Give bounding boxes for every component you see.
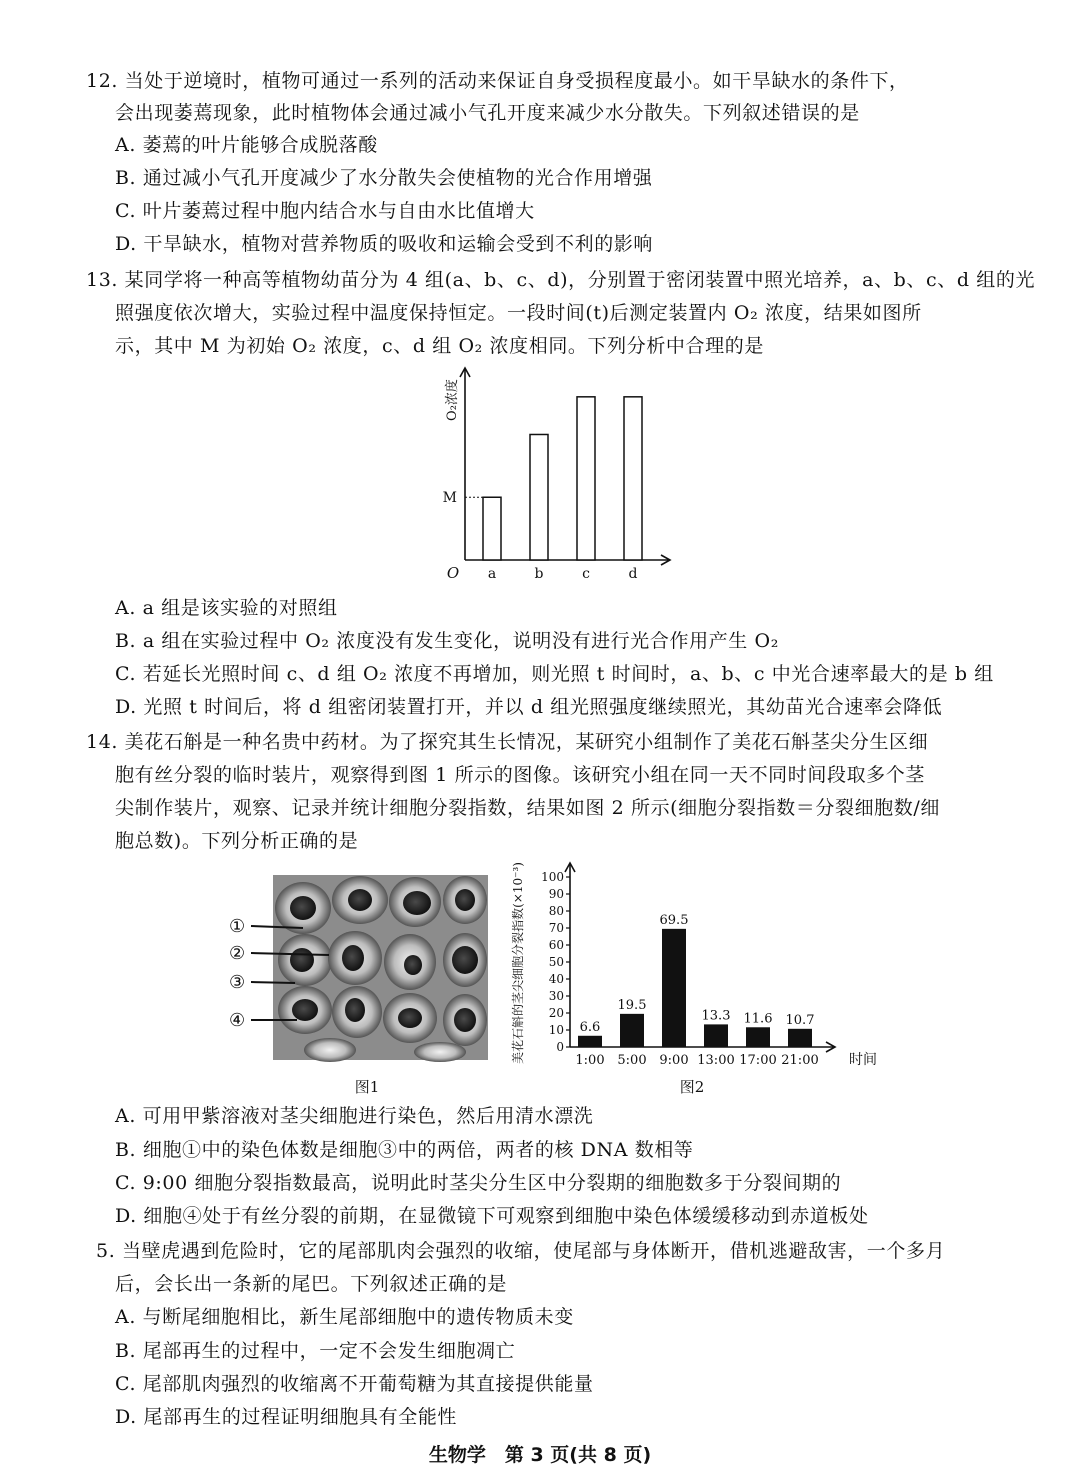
chart14-ytick-label-50: 50 bbox=[548, 955, 564, 969]
page-footer: 生物学 第 3 页(共 8 页) bbox=[428, 1444, 652, 1466]
chart14-ytick-label-100: 100 bbox=[541, 870, 564, 884]
q15-stem-line1: 5. 当壁虎遇到危险时，它的尾部肌肉会强烈的收缩，使尾部与身体断开，借机逃避敌害，一个多月 bbox=[96, 1240, 946, 1262]
q13-stem-line3: 示，其中 M 为初始 O₂ 浓度，c、d 组 O₂ 浓度相同。下列分析中合理的是 bbox=[115, 335, 764, 357]
chart14-bar-2 bbox=[662, 929, 686, 1047]
q14-option-a: A. 可用甲紫溶液对茎尖细胞进行染色，然后用清水漂洗 bbox=[115, 1105, 594, 1127]
figure2-caption: 图2 bbox=[679, 1078, 705, 1096]
chart13-bar-a bbox=[483, 497, 501, 560]
chart14-ytick-label-90: 90 bbox=[548, 887, 564, 901]
chart14-value-label-4: 11.6 bbox=[743, 1011, 773, 1027]
chart14-ytick-label-40: 40 bbox=[548, 972, 564, 986]
q12-option-b: B. 通过减小气孔开度减少了水分散失会使植物的光合作用增强 bbox=[115, 167, 653, 189]
marker-4: ④ bbox=[229, 1010, 246, 1031]
q14-stem-line3: 尖制作装片，观察、记录并统计细胞分裂指数，结果如图 2 所示(细胞分裂指数＝分裂细胞数/细 bbox=[115, 797, 940, 819]
chart13-tick-c: c bbox=[582, 566, 590, 582]
q13-stem-line1: 13. 某同学将一种高等植物幼苗分为 4 组(a、b、c、d)，分别置于密闭装置中照光培养，a、b、c、d 组的光 bbox=[86, 269, 1036, 291]
chart14-bar-0 bbox=[578, 1036, 602, 1047]
q13-option-d: D. 光照 t 时间后，将 d 组密闭装置打开，并以 d 组光照强度继续照光，其幼苗光合速率会降低 bbox=[115, 696, 943, 718]
q12-option-d: D. 干旱缺水，植物对营养物质的吸收和运输会受到不利的影响 bbox=[115, 233, 654, 255]
q14-stem-line1: 14. 美花石斛是一种名贵中药材。为了探究其生长情况，某研究小组制作了美花石斛茎尖分生区细 bbox=[86, 731, 929, 753]
chart13-m-label: M bbox=[442, 490, 457, 507]
q15-option-d: D. 尾部再生的过程证明细胞具有全能性 bbox=[115, 1406, 458, 1428]
chart14-value-label-5: 10.7 bbox=[785, 1012, 815, 1028]
chart14-ytick-label-30: 30 bbox=[548, 989, 564, 1003]
figure1-caption: 图1 bbox=[354, 1078, 380, 1096]
q15-stem-line2: 后，会长出一条新的尾巴。下列叙述正确的是 bbox=[115, 1273, 508, 1295]
chart14-value-label-0: 6.6 bbox=[579, 1019, 601, 1035]
q13-stem-line2: 照强度依次增大，实验过程中温度保持恒定。一段时间(t)后测定装置内 O₂ 浓度，结果如图所 bbox=[115, 302, 922, 324]
chart13-origin-label: O bbox=[446, 564, 460, 582]
chart14-ytick-label-10: 10 bbox=[548, 1023, 564, 1037]
q13-option-b: B. a 组在实验过程中 O₂ 浓度没有发生变化，说明没有进行光合作用产生 O₂ bbox=[115, 630, 779, 652]
q15-option-a: A. 与断尾细胞相比，新生尾部细胞中的遗传物质未变 bbox=[115, 1306, 574, 1328]
chart14-xtick-2: 9:00 bbox=[659, 1053, 689, 1068]
chart13-bar-d bbox=[624, 397, 642, 560]
division-index-bar-chart bbox=[500, 855, 900, 1100]
chart14-y-label: 美花石斛的茎尖细胞分裂指数(×10⁻³) bbox=[511, 862, 525, 1064]
q14-option-b: B. 细胞①中的染色体数是细胞③中的两倍，两者的核 DNA 数相等 bbox=[115, 1139, 694, 1161]
q15-option-c: C. 尾部肌肉强烈的收缩离不开葡萄糖为其直接提供能量 bbox=[115, 1373, 594, 1395]
q12-stem-line2: 会出现萎蔫现象，此时植物体会通过减小气孔开度来减少水分散失。下列叙述错误的是 bbox=[115, 102, 860, 124]
q13-option-c: C. 若延长光照时间 c、d 组 O₂ 浓度不再增加，则光照 t 时间时，a、b、c 中光合速率最大的是 b 组 bbox=[115, 663, 994, 685]
chart14-bar-1 bbox=[620, 1014, 644, 1047]
marker-1: ① bbox=[229, 916, 246, 937]
chart14-xtick-3: 13:00 bbox=[697, 1053, 735, 1068]
chart14-xtick-4: 17:00 bbox=[739, 1053, 777, 1068]
chart13-bar-c bbox=[577, 397, 595, 560]
chart13-bars bbox=[483, 397, 642, 560]
mitosis-micrograph-figure bbox=[225, 870, 495, 1100]
q14-option-d: D. 细胞④处于有丝分裂的前期，在显微镜下可观察到细胞中染色体缓缓移动到赤道板处 bbox=[115, 1205, 869, 1227]
q14-stem-line4: 胞总数)。下列分析正确的是 bbox=[115, 830, 359, 852]
chart14-xtick-0: 1:00 bbox=[575, 1053, 605, 1068]
chart14-value-label-2: 69.5 bbox=[659, 912, 689, 928]
chart13-bar-b bbox=[530, 434, 548, 560]
o2-concentration-bar-chart bbox=[430, 360, 680, 590]
chart14-bar-4 bbox=[746, 1027, 770, 1047]
chart14-ytick-label-70: 70 bbox=[548, 921, 564, 935]
chart13-tick-a: a bbox=[487, 566, 497, 582]
chart14-ytick-label-80: 80 bbox=[548, 904, 564, 918]
q14-option-c: C. 9:00 细胞分裂指数最高，说明此时茎尖分生区中分裂期的细胞数多于分裂间期的 bbox=[115, 1172, 842, 1194]
marker-2: ② bbox=[229, 943, 246, 964]
chart13-tick-b: b bbox=[534, 566, 544, 582]
chart14-bar-5 bbox=[788, 1029, 812, 1047]
q12-option-c: C. 叶片萎蔫过程中胞内结合水与自由水比值增大 bbox=[115, 200, 535, 222]
q13-option-a: A. a 组是该实验的对照组 bbox=[115, 597, 338, 619]
chart14-ytick-label-0: 0 bbox=[556, 1040, 564, 1054]
q14-stem-line2: 胞有丝分裂的临时装片，观察得到图 1 所示的图像。该研究小组在同一天不同时间段取多个茎 bbox=[115, 764, 925, 786]
chart13-tick-d: d bbox=[628, 566, 638, 582]
chart14-bar-3 bbox=[704, 1024, 728, 1047]
chart14-bars bbox=[578, 929, 812, 1047]
chart14-xtick-1: 5:00 bbox=[617, 1053, 647, 1068]
chart14-ytick-label-20: 20 bbox=[548, 1006, 564, 1020]
chart14-value-label-3: 13.3 bbox=[701, 1008, 731, 1024]
q15-option-b: B. 尾部再生的过程中，一定不会发生细胞凋亡 bbox=[115, 1340, 516, 1362]
chart13-y-label: O₂浓度 bbox=[445, 379, 460, 421]
chart14-xtick-5: 21:00 bbox=[781, 1053, 819, 1068]
chart14-x-label: 时间 bbox=[849, 1052, 877, 1068]
marker-3: ③ bbox=[229, 972, 246, 993]
q12-stem-line1: 12. 当处于逆境时，植物可通过一系列的活动来保证自身受损程度最小。如干旱缺水的条件下， bbox=[86, 70, 909, 92]
chart14-ytick-label-60: 60 bbox=[548, 938, 564, 952]
q12-option-a: A. 萎蔫的叶片能够合成脱落酸 bbox=[115, 134, 378, 156]
chart14-value-label-1: 19.5 bbox=[617, 997, 647, 1013]
chart14-labels bbox=[510, 862, 877, 1096]
